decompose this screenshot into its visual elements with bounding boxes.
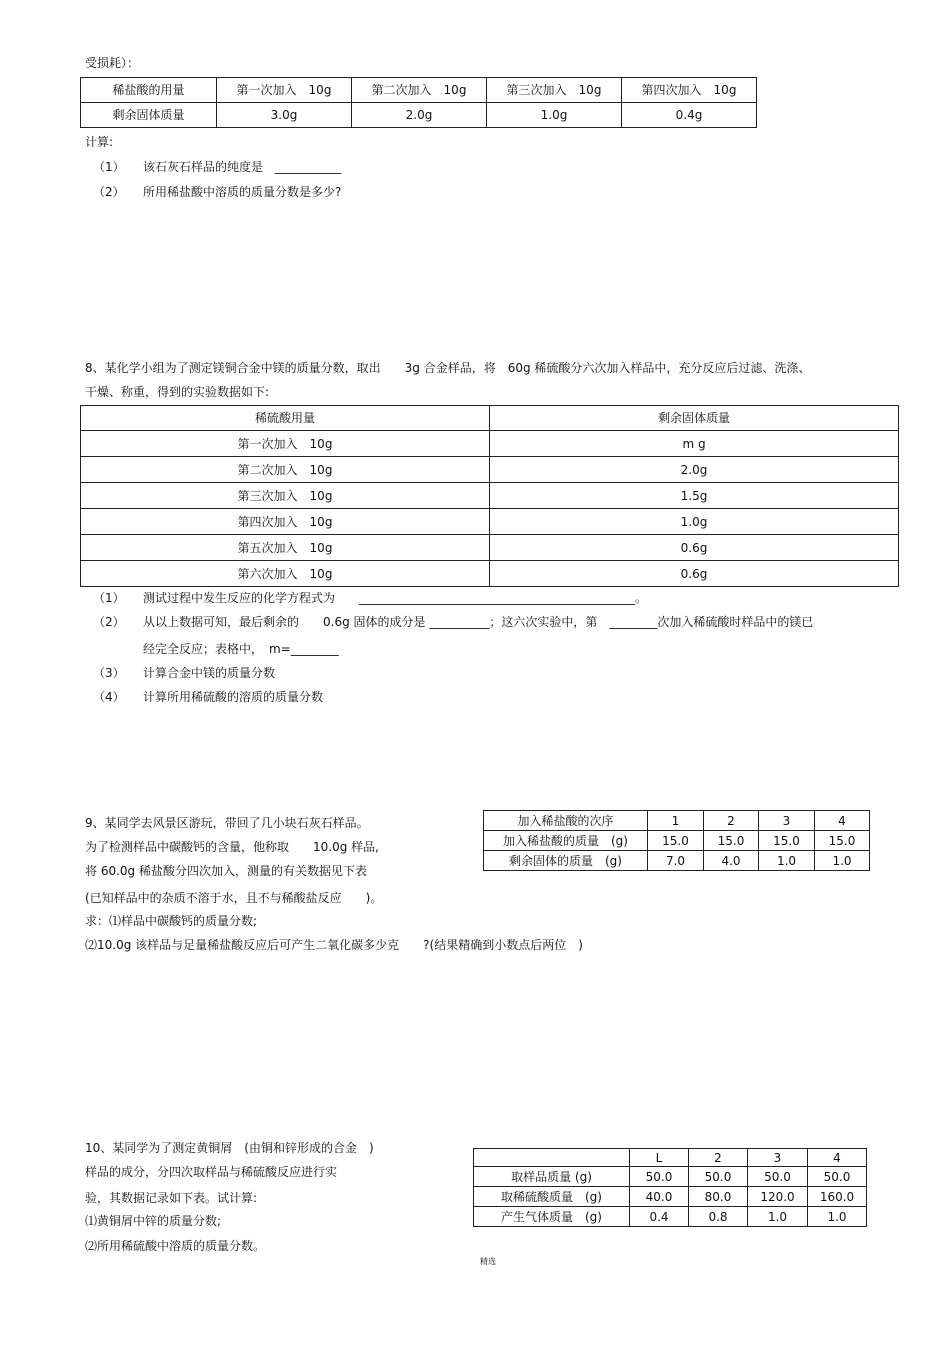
calc-label: 计算: bbox=[85, 135, 114, 149]
table-cell: 80.0 bbox=[689, 1187, 748, 1207]
table-cell: 0.4 bbox=[630, 1207, 689, 1227]
table-cell: 3 bbox=[759, 811, 815, 831]
table-row bbox=[474, 1207, 867, 1227]
table-cell: 2 bbox=[704, 811, 759, 831]
item-text: 从以上数据可知，最后剩余的 0.6g 固体的成分是 __________；这六次实验中，第 ________次加入稀硫酸时样品中的镁已 bbox=[143, 615, 814, 629]
item-text: 所用稀盐酸中溶质的质量分数是多少? bbox=[143, 185, 342, 199]
table-cell: 2.0g bbox=[490, 457, 899, 483]
table-cell: 0.6g bbox=[490, 535, 899, 561]
table-cell: 15.0 bbox=[704, 831, 759, 851]
table-cell: 1.0g bbox=[490, 509, 899, 535]
table-cell: 取稀硫酸质量 (g) bbox=[474, 1187, 630, 1207]
item-text: 经完全反应；表格中， m=________ bbox=[143, 642, 339, 656]
table-cell: 第一次加入 10g bbox=[81, 431, 490, 457]
table-cell: 0.4g bbox=[622, 103, 757, 128]
table-cell: L bbox=[630, 1149, 689, 1167]
q9-line: (已知样品中的杂质不溶于水，且不与稀酸盐反应 )。 bbox=[85, 891, 383, 905]
table-cell: 4 bbox=[808, 1149, 867, 1167]
table-cell: 第一次加入 10g bbox=[217, 78, 352, 103]
question-item bbox=[93, 664, 275, 681]
table-cell: 第六次加入 10g bbox=[81, 561, 490, 587]
table-cell: 剩余固体质量 bbox=[81, 103, 217, 128]
table-cell: 第二次加入 10g bbox=[352, 78, 487, 103]
table-cell: 加入稀盐酸的次序 bbox=[484, 811, 648, 831]
table-cell: 第三次加入 10g bbox=[487, 78, 622, 103]
table-cell: 剩余固体的质量 (g) bbox=[484, 851, 648, 871]
q10-line: 样品的成分，分四次取样品与稀硫酸反应进行实 bbox=[85, 1165, 338, 1179]
item-text: 计算所用稀硫酸的溶质的质量分数 bbox=[143, 690, 324, 704]
item-text: 计算合金中镁的质量分数 bbox=[143, 666, 276, 680]
table-cell: 50.0 bbox=[808, 1167, 867, 1187]
table-cell: 0.8 bbox=[689, 1207, 748, 1227]
q10-line: ⑵所用稀硫酸中溶质的质量分数。 bbox=[85, 1239, 266, 1253]
table-cell: 50.0 bbox=[630, 1167, 689, 1187]
table-cell: 40.0 bbox=[630, 1187, 689, 1207]
table-q10 bbox=[473, 1148, 867, 1227]
table-cell: 3.0g bbox=[217, 103, 352, 128]
table-cell: 1.0 bbox=[808, 1207, 867, 1227]
q10-line: 10、某同学为了测定黄铜屑 (由铜和锌形成的合金 ) bbox=[85, 1141, 374, 1155]
table-row bbox=[81, 561, 899, 587]
table-cell: 2 bbox=[689, 1149, 748, 1167]
item-number: （2） bbox=[93, 615, 125, 629]
table-row bbox=[81, 431, 899, 457]
table-cell: 4 bbox=[815, 811, 870, 831]
table-cell: 1.5g bbox=[490, 483, 899, 509]
item-text: 测试过程中发生反应的化学方程式为 ______________________________________________。 bbox=[143, 591, 648, 605]
table-cell: 稀盐酸的用量 bbox=[81, 78, 217, 103]
table-cell: 15.0 bbox=[815, 831, 870, 851]
page-footer: 精选 bbox=[480, 1257, 496, 1266]
table-row bbox=[81, 483, 899, 509]
table-row bbox=[81, 509, 899, 535]
item-number: （3） bbox=[93, 666, 125, 680]
table-cell: 15.0 bbox=[759, 831, 815, 851]
table-cell: 0.6g bbox=[490, 561, 899, 587]
table-cell: 1.0 bbox=[815, 851, 870, 871]
table-row bbox=[81, 103, 757, 128]
table-cell: 第五次加入 10g bbox=[81, 535, 490, 561]
table-row bbox=[81, 457, 899, 483]
table-cell: 3 bbox=[748, 1149, 808, 1167]
q10-line: ⑴黄铜屑中锌的质量分数; bbox=[85, 1214, 222, 1228]
table-cell: 稀硫酸用量 bbox=[81, 406, 490, 431]
q9-line: 9、某同学去风景区游玩，带回了几小块石灰石样品。 bbox=[85, 816, 369, 830]
table-row bbox=[81, 535, 899, 561]
question-item bbox=[93, 158, 341, 175]
table-cell: 1 bbox=[648, 811, 704, 831]
table-cell: 120.0 bbox=[748, 1187, 808, 1207]
table-h2so4-usage bbox=[80, 405, 899, 587]
table-cell: 1.0 bbox=[748, 1207, 808, 1227]
item-number: （4） bbox=[93, 690, 125, 704]
question-item bbox=[93, 688, 323, 705]
q9-line: ⑵10.0g 该样品与足量稀盐酸反应后可产生二氧化碳多少克 ?(结果精确到小数点后两位 ) bbox=[85, 938, 583, 952]
q8-intro-line: 干燥、称重，得到的实验数据如下: bbox=[85, 385, 270, 399]
table-cell: 剩余固体质量 bbox=[490, 406, 899, 431]
q9-line: 求：⑴样品中碳酸钙的质量分数; bbox=[85, 914, 258, 928]
table-cell: 50.0 bbox=[748, 1167, 808, 1187]
table-cell: 产生气体质量 (g) bbox=[474, 1207, 630, 1227]
table-cell: 15.0 bbox=[648, 831, 704, 851]
table-q9 bbox=[483, 810, 870, 871]
q9-line: 将 60.0g 稀盐酸分四次加入，测量的有关数据见下表 bbox=[85, 864, 367, 878]
table-row bbox=[474, 1187, 867, 1207]
table-hcl-usage bbox=[80, 77, 757, 128]
table-row bbox=[81, 406, 899, 431]
table-cell: 7.0 bbox=[648, 851, 704, 871]
item-text: 该石灰石样品的纯度是 ___________ bbox=[143, 160, 342, 174]
table-cell: 加入稀盐酸的质量 (g) bbox=[484, 831, 648, 851]
table-row bbox=[81, 78, 757, 103]
table-row bbox=[474, 1149, 867, 1167]
q8-intro-line: 8、某化学小组为了测定镁铜合金中镁的质量分数，取出 3g 合金样品，将 60g 稀硫酸分六次加入样品中，充分反应后过滤、洗涤、 bbox=[85, 361, 811, 375]
table-cell: 第四次加入 10g bbox=[622, 78, 757, 103]
item-number: （2） bbox=[93, 185, 125, 199]
q10-line: 验，其数据记录如下表。试计算: bbox=[85, 1191, 258, 1205]
table-cell: 1.0 bbox=[759, 851, 815, 871]
table-cell: 50.0 bbox=[689, 1167, 748, 1187]
question-item bbox=[93, 613, 813, 630]
table-cell: m g bbox=[490, 431, 899, 457]
table-cell: 取样品质量 (g) bbox=[474, 1167, 630, 1187]
question-item bbox=[93, 183, 341, 200]
table-cell: 第二次加入 10g bbox=[81, 457, 490, 483]
table-row bbox=[484, 851, 870, 871]
table-cell bbox=[474, 1149, 630, 1167]
table-row bbox=[484, 811, 870, 831]
continued-text: 受损耗）： bbox=[85, 56, 140, 70]
table-row bbox=[484, 831, 870, 851]
table-cell: 第三次加入 10g bbox=[81, 483, 490, 509]
item-number: （1） bbox=[93, 591, 125, 605]
question-item bbox=[93, 640, 339, 657]
table-cell: 4.0 bbox=[704, 851, 759, 871]
table-cell: 第四次加入 10g bbox=[81, 509, 490, 535]
table-cell: 2.0g bbox=[352, 103, 487, 128]
question-item bbox=[93, 589, 647, 606]
table-row bbox=[474, 1167, 867, 1187]
q9-line: 为了检测样品中碳酸钙的含量，他称取 10.0g 样品, bbox=[85, 840, 379, 854]
table-cell: 160.0 bbox=[808, 1187, 867, 1207]
table-cell: 1.0g bbox=[487, 103, 622, 128]
item-number: （1） bbox=[93, 160, 125, 174]
